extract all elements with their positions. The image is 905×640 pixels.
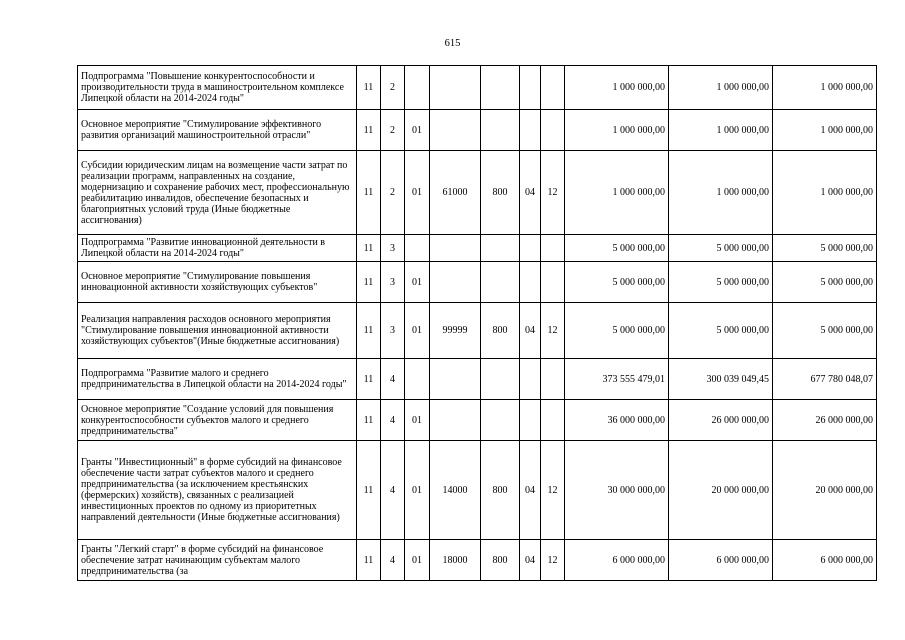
code-rz bbox=[520, 66, 541, 110]
code-napr bbox=[430, 66, 481, 110]
code-napr: 14000 bbox=[430, 441, 481, 540]
code-pr: 12 bbox=[541, 303, 565, 359]
code-rz: 04 bbox=[520, 151, 541, 235]
code-rz bbox=[520, 262, 541, 303]
code-gp: 11 bbox=[357, 441, 381, 540]
code-pp: 4 bbox=[381, 540, 405, 581]
table-row bbox=[78, 359, 877, 400]
code-rz bbox=[520, 359, 541, 400]
code-pr bbox=[541, 359, 565, 400]
code-napr bbox=[430, 235, 481, 262]
code-vr bbox=[481, 66, 520, 110]
amount-3: 1 000 000,00 bbox=[773, 151, 877, 235]
code-gp: 11 bbox=[357, 540, 381, 581]
code-vr bbox=[481, 359, 520, 400]
amount-1: 1 000 000,00 bbox=[565, 66, 669, 110]
amount-2: 6 000 000,00 bbox=[669, 540, 773, 581]
code-gp: 11 bbox=[357, 66, 381, 110]
code-om: 01 bbox=[405, 540, 430, 581]
code-pp: 3 bbox=[381, 303, 405, 359]
amount-3: 26 000 000,00 bbox=[773, 400, 877, 441]
amount-1: 1 000 000,00 bbox=[565, 110, 669, 151]
code-pr bbox=[541, 235, 565, 262]
amount-2: 1 000 000,00 bbox=[669, 66, 773, 110]
code-pp: 4 bbox=[381, 359, 405, 400]
code-pp: 4 bbox=[381, 400, 405, 441]
code-vr bbox=[481, 235, 520, 262]
amount-2: 26 000 000,00 bbox=[669, 400, 773, 441]
code-napr: 99999 bbox=[430, 303, 481, 359]
code-napr bbox=[430, 262, 481, 303]
code-rz: 04 bbox=[520, 540, 541, 581]
table-row bbox=[78, 540, 877, 581]
amount-3: 1 000 000,00 bbox=[773, 110, 877, 151]
row-name: Гранты "Легкий старт" в форме субсидий на финансовое обеспечение затрат начинающим субъектам малого предпринимательства (за bbox=[78, 540, 357, 581]
amount-2: 1 000 000,00 bbox=[669, 151, 773, 235]
table-row bbox=[78, 262, 877, 303]
amount-2: 20 000 000,00 bbox=[669, 441, 773, 540]
code-pr bbox=[541, 66, 565, 110]
code-vr bbox=[481, 262, 520, 303]
table-row bbox=[78, 441, 877, 540]
code-om: 01 bbox=[405, 400, 430, 441]
code-napr: 18000 bbox=[430, 540, 481, 581]
amount-1: 6 000 000,00 bbox=[565, 540, 669, 581]
row-name: Основное мероприятие "Стимулирование эффективного развития организаций машиностроительной отрасли" bbox=[78, 110, 357, 151]
amount-1: 30 000 000,00 bbox=[565, 441, 669, 540]
code-pr: 12 bbox=[541, 151, 565, 235]
amount-3: 5 000 000,00 bbox=[773, 235, 877, 262]
table-row bbox=[78, 66, 877, 110]
code-vr bbox=[481, 400, 520, 441]
code-vr: 800 bbox=[481, 303, 520, 359]
code-napr: 61000 bbox=[430, 151, 481, 235]
table-row bbox=[78, 303, 877, 359]
amount-2: 5 000 000,00 bbox=[669, 235, 773, 262]
code-gp: 11 bbox=[357, 262, 381, 303]
code-om bbox=[405, 359, 430, 400]
code-vr: 800 bbox=[481, 151, 520, 235]
row-name: Подпрограмма "Развитие инновационной деятельности в Липецкой области на 2014-2024 годы" bbox=[78, 235, 357, 262]
code-napr bbox=[430, 400, 481, 441]
amount-1: 5 000 000,00 bbox=[565, 235, 669, 262]
row-name: Основное мероприятие "Стимулирование повышения инновационной активности хозяйствующих субъектов" bbox=[78, 262, 357, 303]
code-pp: 2 bbox=[381, 66, 405, 110]
code-rz: 04 bbox=[520, 441, 541, 540]
code-pr bbox=[541, 110, 565, 151]
code-gp: 11 bbox=[357, 235, 381, 262]
table-row bbox=[78, 235, 877, 262]
code-pp: 2 bbox=[381, 151, 405, 235]
code-napr bbox=[430, 110, 481, 151]
table-row bbox=[78, 151, 877, 235]
amount-1: 5 000 000,00 bbox=[565, 303, 669, 359]
code-vr: 800 bbox=[481, 540, 520, 581]
code-gp: 11 bbox=[357, 151, 381, 235]
code-pr bbox=[541, 262, 565, 303]
code-gp: 11 bbox=[357, 359, 381, 400]
amount-1: 1 000 000,00 bbox=[565, 151, 669, 235]
code-pr bbox=[541, 400, 565, 441]
amount-1: 373 555 479,01 bbox=[565, 359, 669, 400]
code-pp: 3 bbox=[381, 262, 405, 303]
amount-3: 20 000 000,00 bbox=[773, 441, 877, 540]
amount-3: 6 000 000,00 bbox=[773, 540, 877, 581]
page-number: 615 bbox=[444, 38, 461, 49]
amount-1: 5 000 000,00 bbox=[565, 262, 669, 303]
row-name: Субсидии юридическим лицам на возмещение части затрат по реализации программ, направленных на создание, модернизацию и сохранение рабочих мест, профессиональную реабилитацию инвалидов, обеспечение безопасных и благоприятных условий труда (Иные бюджетные ассигнования) bbox=[78, 151, 357, 235]
code-om bbox=[405, 66, 430, 110]
code-gp: 11 bbox=[357, 303, 381, 359]
code-vr: 800 bbox=[481, 441, 520, 540]
row-name: Основное мероприятие "Создание условий для повышения конкурентоспособности субъектов малого и среднего предпринимательства" bbox=[78, 400, 357, 441]
amount-3: 677 780 048,07 bbox=[773, 359, 877, 400]
row-name: Гранты "Инвестиционный" в форме субсидий на финансовое обеспечение части затрат субъектов малого и среднего предпринимательства (за исключением крестьянских (фермерских) хозяйств), связанных с реализацией инвестиционных проектов по одному из приоритетных направлений деятельности (Иные бюджетные ассигнования) bbox=[78, 441, 357, 540]
code-rz bbox=[520, 110, 541, 151]
code-om: 01 bbox=[405, 262, 430, 303]
code-pr: 12 bbox=[541, 441, 565, 540]
amount-3: 5 000 000,00 bbox=[773, 303, 877, 359]
table-row bbox=[78, 400, 877, 441]
code-om: 01 bbox=[405, 110, 430, 151]
code-rz bbox=[520, 235, 541, 262]
amount-2: 1 000 000,00 bbox=[669, 110, 773, 151]
code-vr bbox=[481, 110, 520, 151]
code-pr: 12 bbox=[541, 540, 565, 581]
code-om: 01 bbox=[405, 441, 430, 540]
code-pp: 2 bbox=[381, 110, 405, 151]
amount-2: 300 039 049,45 bbox=[669, 359, 773, 400]
code-pp: 3 bbox=[381, 235, 405, 262]
code-gp: 11 bbox=[357, 400, 381, 441]
table-row bbox=[78, 110, 877, 151]
code-gp: 11 bbox=[357, 110, 381, 151]
amount-3: 1 000 000,00 bbox=[773, 66, 877, 110]
amount-2: 5 000 000,00 bbox=[669, 303, 773, 359]
amount-1: 36 000 000,00 bbox=[565, 400, 669, 441]
code-om bbox=[405, 235, 430, 262]
code-rz bbox=[520, 400, 541, 441]
amount-2: 5 000 000,00 bbox=[669, 262, 773, 303]
code-om: 01 bbox=[405, 303, 430, 359]
budget-table bbox=[77, 65, 877, 581]
code-pp: 4 bbox=[381, 441, 405, 540]
code-napr bbox=[430, 359, 481, 400]
code-rz: 04 bbox=[520, 303, 541, 359]
amount-3: 5 000 000,00 bbox=[773, 262, 877, 303]
row-name: Подпрограмма "Повышение конкурентоспособности и производительности труда в машиностроительном комплексе Липецкой области на 2014-2024 годы" bbox=[78, 66, 357, 110]
row-name: Реализация направления расходов основного мероприятия "Стимулирование повышения инновационной активности хозяйствующих субъектов"(Иные бюджетные ассигнования) bbox=[78, 303, 357, 359]
row-name: Подпрограмма "Развитие малого и среднего предпринимательства в Липецкой области на 2014-2024 годы" bbox=[78, 359, 357, 400]
code-om: 01 bbox=[405, 151, 430, 235]
